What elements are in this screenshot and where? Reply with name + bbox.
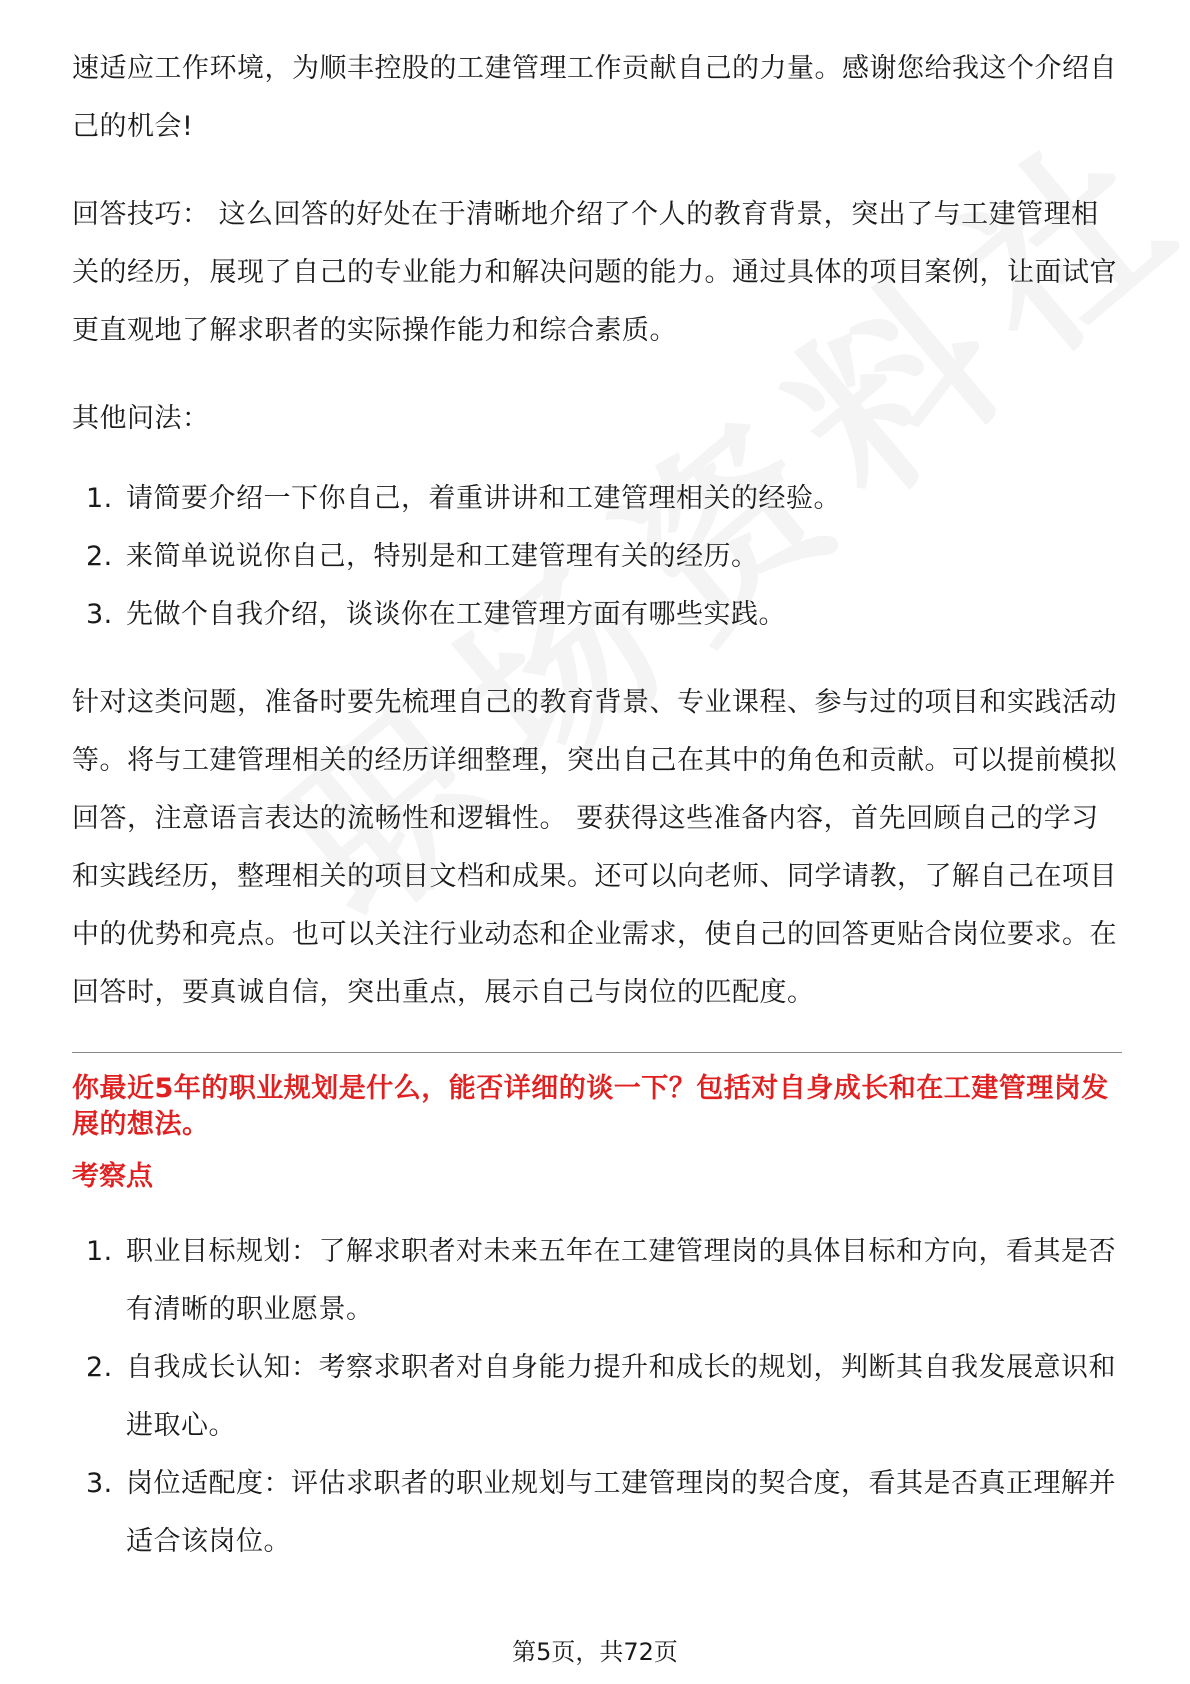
list-item: 1. 职业目标规划：了解求职者对未来五年在工建管理岗的具体目标和方向，看其是否有清晰的职业愿景。	[86, 1236, 1116, 1325]
focus-points-list	[72, 1223, 1122, 1571]
advice-paragraph: 针对这类问题，准备时要先梳理自己的教育背景、专业课程、参与过的项目和实践活动等。将与工建管理相关的经历详细整理，突出自己在其中的角色和贡献。可以提前模拟回答，注意语言表达的流畅性和逻辑性。 要获得这些准备内容，首先回顾自己的学习和实践经历，整理相关的项目文档和成果。还可以向老师、同学请教，了解自己在项目中的优势和亮点。也可以关注行业动态和企业需求，使自己的回答更贴合岗位要求。在回答时，要真诚自信，突出重点，展示自己与岗位的匹配度。	[72, 687, 1117, 1008]
list-item: 2. 自我成长认知：考察求职者对自身能力提升和成长的规划，判断其自我发展意识和进取心。	[86, 1352, 1116, 1441]
answer-tips-paragraph: 回答技巧： 这么回答的好处在于清晰地介绍了个人的教育背景，突出了与工建管理相关的经历，展现了自己的专业能力和解决问题的能力。通过具体的项目案例，让面试官更直观地了解求职者的实际操作能力和综合素质。	[72, 199, 1117, 346]
intro-tail-paragraph: 速适应工作环境，为顺丰控股的工建管理工作贡献自己的力量。感谢您给我这个介绍自己的机会!	[72, 53, 1117, 142]
list-item: 3. 先做个自我介绍，谈谈你在工建管理方面有哪些实践。	[86, 599, 786, 630]
list-item: 2. 来简单说说你自己，特别是和工建管理有关的经历。	[86, 541, 759, 572]
page-footer: 第5页，共72页	[512, 1638, 678, 1666]
other-questions-label: 其他问法：	[72, 403, 210, 434]
other-questions-list	[72, 470, 1122, 644]
question-heading: 你最近5年的职业规划是什么，能否详细的谈一下？包括对自身成长和在工建管理岗发展的想法。	[72, 1073, 1109, 1140]
page-content	[72, 40, 1122, 1571]
list-item: 3. 岗位适配度：评估求职者的职业规划与工建管理岗的契合度，看其是否真正理解并适合该岗位。	[86, 1468, 1116, 1557]
focus-points-heading: 考察点	[72, 1161, 153, 1192]
list-item: 1. 请简要介绍一下你自己，着重讲讲和工建管理相关的经验。	[86, 483, 841, 514]
